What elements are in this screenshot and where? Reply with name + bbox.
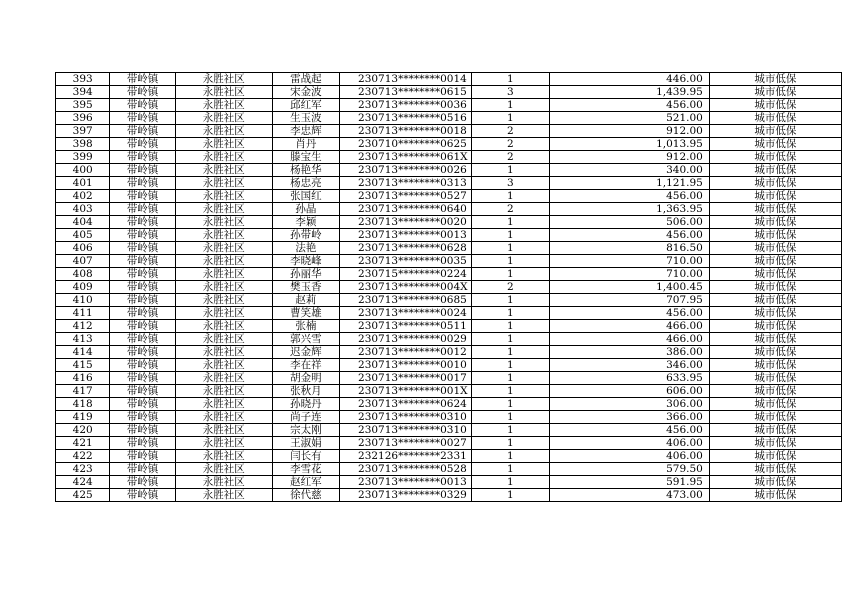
town-cell: 带岭镇 — [110, 151, 175, 164]
amount-cell: 340.00 — [550, 164, 710, 177]
table-row — [56, 203, 842, 216]
table-row — [56, 138, 842, 151]
row-number: 396 — [56, 112, 110, 125]
table-row — [56, 346, 842, 359]
assistance-type-cell: 城市低保 — [709, 489, 841, 502]
name-cell: 孙晓丹 — [272, 398, 339, 411]
table-row — [56, 463, 842, 476]
town-cell: 带岭镇 — [110, 307, 175, 320]
household-count-cell: 2 — [471, 138, 550, 151]
name-cell: 邱红军 — [272, 99, 339, 112]
town-cell: 带岭镇 — [110, 398, 175, 411]
id-number-cell: 230713********0310 — [340, 424, 472, 437]
assistance-type-cell: 城市低保 — [709, 164, 841, 177]
row-number: 423 — [56, 463, 110, 476]
table-row — [56, 437, 842, 450]
amount-cell: 1,439.95 — [550, 86, 710, 99]
table-row — [56, 190, 842, 203]
assistance-type-cell: 城市低保 — [709, 268, 841, 281]
assistance-type-cell: 城市低保 — [709, 281, 841, 294]
community-cell: 永胜社区 — [175, 255, 272, 268]
row-number: 398 — [56, 138, 110, 151]
household-count-cell: 1 — [471, 463, 550, 476]
assistance-type-cell: 城市低保 — [709, 73, 841, 86]
id-number-cell: 230713********0012 — [340, 346, 472, 359]
amount-cell: 386.00 — [550, 346, 710, 359]
household-count-cell: 1 — [471, 385, 550, 398]
row-number: 404 — [56, 216, 110, 229]
town-cell: 带岭镇 — [110, 125, 175, 138]
town-cell: 带岭镇 — [110, 86, 175, 99]
community-cell: 永胜社区 — [175, 99, 272, 112]
row-number: 418 — [56, 398, 110, 411]
amount-cell: 1,363.95 — [550, 203, 710, 216]
household-count-cell: 1 — [471, 359, 550, 372]
town-cell: 带岭镇 — [110, 359, 175, 372]
community-cell: 永胜社区 — [175, 177, 272, 190]
household-count-cell: 1 — [471, 307, 550, 320]
amount-cell: 406.00 — [550, 437, 710, 450]
table-row — [56, 99, 842, 112]
community-cell: 永胜社区 — [175, 411, 272, 424]
table-row — [56, 385, 842, 398]
assistance-type-cell: 城市低保 — [709, 242, 841, 255]
town-cell: 带岭镇 — [110, 294, 175, 307]
amount-cell: 466.00 — [550, 333, 710, 346]
household-count-cell: 1 — [471, 320, 550, 333]
assistance-type-cell: 城市低保 — [709, 385, 841, 398]
household-count-cell: 1 — [471, 216, 550, 229]
assistance-type-cell: 城市低保 — [709, 463, 841, 476]
amount-cell: 1,400.45 — [550, 281, 710, 294]
name-cell: 宋金波 — [272, 86, 339, 99]
household-count-cell: 1 — [471, 333, 550, 346]
town-cell: 带岭镇 — [110, 255, 175, 268]
id-number-cell: 230713********0313 — [340, 177, 472, 190]
table-body — [56, 73, 842, 502]
assistance-type-cell: 城市低保 — [709, 86, 841, 99]
assistance-type-cell: 城市低保 — [709, 203, 841, 216]
household-count-cell: 1 — [471, 294, 550, 307]
assistance-type-cell: 城市低保 — [709, 151, 841, 164]
amount-cell: 506.00 — [550, 216, 710, 229]
name-cell: 杨艳华 — [272, 164, 339, 177]
household-count-cell: 1 — [471, 190, 550, 203]
id-number-cell: 230713********0527 — [340, 190, 472, 203]
table-row — [56, 424, 842, 437]
amount-cell: 1,121.95 — [550, 177, 710, 190]
id-number-cell: 230713********0685 — [340, 294, 472, 307]
community-cell: 永胜社区 — [175, 151, 272, 164]
name-cell: 樊玉香 — [272, 281, 339, 294]
assistance-type-cell: 城市低保 — [709, 307, 841, 320]
community-cell: 永胜社区 — [175, 216, 272, 229]
amount-cell: 446.00 — [550, 73, 710, 86]
name-cell: 郭兴雪 — [272, 333, 339, 346]
household-count-cell: 1 — [471, 476, 550, 489]
town-cell: 带岭镇 — [110, 177, 175, 190]
table-row — [56, 151, 842, 164]
name-cell: 迟金辉 — [272, 346, 339, 359]
amount-cell: 456.00 — [550, 307, 710, 320]
name-cell: 赵红军 — [272, 476, 339, 489]
community-cell: 永胜社区 — [175, 229, 272, 242]
amount-cell: 579.50 — [550, 463, 710, 476]
town-cell: 带岭镇 — [110, 411, 175, 424]
id-number-cell: 230713********0628 — [340, 242, 472, 255]
town-cell: 带岭镇 — [110, 281, 175, 294]
table-row — [56, 450, 842, 463]
id-number-cell: 230713********0516 — [340, 112, 472, 125]
id-number-cell: 230713********0615 — [340, 86, 472, 99]
town-cell: 带岭镇 — [110, 424, 175, 437]
amount-cell: 633.95 — [550, 372, 710, 385]
row-number: 403 — [56, 203, 110, 216]
table-row — [56, 216, 842, 229]
community-cell: 永胜社区 — [175, 73, 272, 86]
assistance-type-cell: 城市低保 — [709, 424, 841, 437]
amount-cell: 456.00 — [550, 190, 710, 203]
amount-cell: 707.95 — [550, 294, 710, 307]
table-row — [56, 476, 842, 489]
name-cell: 孙晶 — [272, 203, 339, 216]
assistance-type-cell: 城市低保 — [709, 229, 841, 242]
table-row — [56, 333, 842, 346]
town-cell: 带岭镇 — [110, 372, 175, 385]
id-number-cell: 230713********0013 — [340, 229, 472, 242]
amount-cell: 816.50 — [550, 242, 710, 255]
assistance-type-cell: 城市低保 — [709, 346, 841, 359]
row-number: 409 — [56, 281, 110, 294]
table-row — [56, 359, 842, 372]
town-cell: 带岭镇 — [110, 190, 175, 203]
amount-cell: 456.00 — [550, 229, 710, 242]
household-count-cell: 3 — [471, 86, 550, 99]
name-cell: 李在祥 — [272, 359, 339, 372]
table-row — [56, 320, 842, 333]
community-cell: 永胜社区 — [175, 307, 272, 320]
town-cell: 带岭镇 — [110, 203, 175, 216]
amount-cell: 912.00 — [550, 151, 710, 164]
row-number: 406 — [56, 242, 110, 255]
table-row — [56, 307, 842, 320]
town-cell: 带岭镇 — [110, 242, 175, 255]
household-count-cell: 1 — [471, 411, 550, 424]
name-cell: 赵莉 — [272, 294, 339, 307]
amount-cell: 710.00 — [550, 255, 710, 268]
community-cell: 永胜社区 — [175, 294, 272, 307]
id-number-cell: 232126********2331 — [340, 450, 472, 463]
row-number: 400 — [56, 164, 110, 177]
id-number-cell: 230713********0017 — [340, 372, 472, 385]
row-number: 413 — [56, 333, 110, 346]
amount-cell: 466.00 — [550, 320, 710, 333]
community-cell: 永胜社区 — [175, 164, 272, 177]
id-number-cell: 230713********0014 — [340, 73, 472, 86]
id-number-cell: 230713********0036 — [340, 99, 472, 112]
amount-cell: 366.00 — [550, 411, 710, 424]
table-row — [56, 86, 842, 99]
household-count-cell: 1 — [471, 229, 550, 242]
name-cell: 孙丽华 — [272, 268, 339, 281]
assistance-type-cell: 城市低保 — [709, 255, 841, 268]
row-number: 401 — [56, 177, 110, 190]
community-cell: 永胜社区 — [175, 268, 272, 281]
table-row — [56, 229, 842, 242]
row-number: 420 — [56, 424, 110, 437]
amount-cell: 912.00 — [550, 125, 710, 138]
name-cell: 尚子连 — [272, 411, 339, 424]
name-cell: 肖丹 — [272, 138, 339, 151]
household-count-cell: 1 — [471, 424, 550, 437]
amount-cell: 710.00 — [550, 268, 710, 281]
household-count-cell: 1 — [471, 255, 550, 268]
table-row — [56, 411, 842, 424]
row-number: 408 — [56, 268, 110, 281]
row-number: 422 — [56, 450, 110, 463]
id-number-cell: 230713********0624 — [340, 398, 472, 411]
assistance-type-cell: 城市低保 — [709, 372, 841, 385]
name-cell: 李晓峰 — [272, 255, 339, 268]
town-cell: 带岭镇 — [110, 320, 175, 333]
community-cell: 永胜社区 — [175, 86, 272, 99]
table-row — [56, 112, 842, 125]
id-number-cell: 230713********0035 — [340, 255, 472, 268]
community-cell: 永胜社区 — [175, 333, 272, 346]
name-cell: 闫长有 — [272, 450, 339, 463]
assistance-type-cell: 城市低保 — [709, 99, 841, 112]
amount-cell: 456.00 — [550, 424, 710, 437]
town-cell: 带岭镇 — [110, 112, 175, 125]
assistance-type-cell: 城市低保 — [709, 476, 841, 489]
amount-cell: 456.00 — [550, 99, 710, 112]
table-row — [56, 125, 842, 138]
town-cell: 带岭镇 — [110, 437, 175, 450]
town-cell: 带岭镇 — [110, 216, 175, 229]
name-cell: 张国红 — [272, 190, 339, 203]
community-cell: 永胜社区 — [175, 476, 272, 489]
assistance-type-cell: 城市低保 — [709, 294, 841, 307]
community-cell: 永胜社区 — [175, 372, 272, 385]
household-count-cell: 2 — [471, 281, 550, 294]
assistance-type-cell: 城市低保 — [709, 125, 841, 138]
id-number-cell: 230713********0026 — [340, 164, 472, 177]
name-cell: 杨忠亮 — [272, 177, 339, 190]
row-number: 425 — [56, 489, 110, 502]
id-number-cell: 230713********0010 — [340, 359, 472, 372]
household-count-cell: 1 — [471, 112, 550, 125]
id-number-cell: 230713********0018 — [340, 125, 472, 138]
id-number-cell: 230713********0640 — [340, 203, 472, 216]
row-number: 410 — [56, 294, 110, 307]
id-number-cell: 230713********0027 — [340, 437, 472, 450]
name-cell: 孙带岭 — [272, 229, 339, 242]
id-number-cell: 230713********0329 — [340, 489, 472, 502]
town-cell: 带岭镇 — [110, 164, 175, 177]
amount-cell: 606.00 — [550, 385, 710, 398]
town-cell: 带岭镇 — [110, 463, 175, 476]
row-number: 421 — [56, 437, 110, 450]
id-number-cell: 230713********061X — [340, 151, 472, 164]
household-count-cell: 2 — [471, 151, 550, 164]
town-cell: 带岭镇 — [110, 450, 175, 463]
row-number: 395 — [56, 99, 110, 112]
table-row — [56, 294, 842, 307]
row-number: 415 — [56, 359, 110, 372]
row-number: 399 — [56, 151, 110, 164]
household-count-cell: 1 — [471, 242, 550, 255]
table-row — [56, 268, 842, 281]
table-row — [56, 281, 842, 294]
town-cell: 带岭镇 — [110, 333, 175, 346]
assistance-type-cell: 城市低保 — [709, 450, 841, 463]
community-cell: 永胜社区 — [175, 346, 272, 359]
name-cell: 张楠 — [272, 320, 339, 333]
id-number-cell: 230713********0024 — [340, 307, 472, 320]
name-cell: 李雪花 — [272, 463, 339, 476]
town-cell: 带岭镇 — [110, 385, 175, 398]
community-cell: 永胜社区 — [175, 450, 272, 463]
household-count-cell: 3 — [471, 177, 550, 190]
table-row — [56, 73, 842, 86]
name-cell: 张秋月 — [272, 385, 339, 398]
name-cell: 胡金明 — [272, 372, 339, 385]
assistance-type-cell: 城市低保 — [709, 112, 841, 125]
name-cell: 徐代慈 — [272, 489, 339, 502]
community-cell: 永胜社区 — [175, 424, 272, 437]
row-number: 393 — [56, 73, 110, 86]
town-cell: 带岭镇 — [110, 73, 175, 86]
row-number: 394 — [56, 86, 110, 99]
community-cell: 永胜社区 — [175, 242, 272, 255]
row-number: 412 — [56, 320, 110, 333]
community-cell: 永胜社区 — [175, 398, 272, 411]
assistance-type-cell: 城市低保 — [709, 190, 841, 203]
community-cell: 永胜社区 — [175, 489, 272, 502]
household-count-cell: 1 — [471, 437, 550, 450]
row-number: 419 — [56, 411, 110, 424]
name-cell: 李忠辉 — [272, 125, 339, 138]
table-row — [56, 177, 842, 190]
household-count-cell: 1 — [471, 346, 550, 359]
id-number-cell: 230713********004X — [340, 281, 472, 294]
community-cell: 永胜社区 — [175, 190, 272, 203]
household-count-cell: 1 — [471, 372, 550, 385]
row-number: 417 — [56, 385, 110, 398]
row-number: 405 — [56, 229, 110, 242]
table-row — [56, 164, 842, 177]
household-count-cell: 1 — [471, 489, 550, 502]
row-number: 424 — [56, 476, 110, 489]
assistance-type-cell: 城市低保 — [709, 411, 841, 424]
id-number-cell: 230713********0020 — [340, 216, 472, 229]
row-number: 407 — [56, 255, 110, 268]
town-cell: 带岭镇 — [110, 489, 175, 502]
assistance-type-cell: 城市低保 — [709, 359, 841, 372]
community-cell: 永胜社区 — [175, 138, 272, 151]
town-cell: 带岭镇 — [110, 229, 175, 242]
community-cell: 永胜社区 — [175, 281, 272, 294]
town-cell: 带岭镇 — [110, 268, 175, 281]
amount-cell: 1,013.95 — [550, 138, 710, 151]
id-number-cell: 230713********0013 — [340, 476, 472, 489]
name-cell: 雷战起 — [272, 73, 339, 86]
assistance-type-cell: 城市低保 — [709, 216, 841, 229]
town-cell: 带岭镇 — [110, 138, 175, 151]
amount-cell: 591.95 — [550, 476, 710, 489]
amount-cell: 406.00 — [550, 450, 710, 463]
name-cell: 曹笑雄 — [272, 307, 339, 320]
assistance-type-cell: 城市低保 — [709, 333, 841, 346]
id-number-cell: 230710********0625 — [340, 138, 472, 151]
table-row — [56, 242, 842, 255]
id-number-cell: 230713********001X — [340, 385, 472, 398]
assistance-type-cell: 城市低保 — [709, 437, 841, 450]
household-count-cell: 2 — [471, 125, 550, 138]
data-table — [55, 72, 842, 502]
community-cell: 永胜社区 — [175, 125, 272, 138]
community-cell: 永胜社区 — [175, 463, 272, 476]
name-cell: 李颖 — [272, 216, 339, 229]
amount-cell: 473.00 — [550, 489, 710, 502]
row-number: 397 — [56, 125, 110, 138]
community-cell: 永胜社区 — [175, 437, 272, 450]
community-cell: 永胜社区 — [175, 112, 272, 125]
name-cell: 法艳 — [272, 242, 339, 255]
name-cell: 宗太刚 — [272, 424, 339, 437]
amount-cell: 521.00 — [550, 112, 710, 125]
row-number: 414 — [56, 346, 110, 359]
assistance-type-cell: 城市低保 — [709, 398, 841, 411]
assistance-type-cell: 城市低保 — [709, 138, 841, 151]
household-count-cell: 1 — [471, 450, 550, 463]
id-number-cell: 230715********0224 — [340, 268, 472, 281]
name-cell: 滕宝生 — [272, 151, 339, 164]
town-cell: 带岭镇 — [110, 346, 175, 359]
community-cell: 永胜社区 — [175, 385, 272, 398]
id-number-cell: 230713********0511 — [340, 320, 472, 333]
household-count-cell: 1 — [471, 73, 550, 86]
community-cell: 永胜社区 — [175, 320, 272, 333]
table-row — [56, 398, 842, 411]
household-count-cell: 1 — [471, 164, 550, 177]
name-cell: 王淑娟 — [272, 437, 339, 450]
household-count-cell: 1 — [471, 268, 550, 281]
household-count-cell: 1 — [471, 99, 550, 112]
name-cell: 生玉波 — [272, 112, 339, 125]
household-count-cell: 1 — [471, 398, 550, 411]
row-number: 411 — [56, 307, 110, 320]
community-cell: 永胜社区 — [175, 359, 272, 372]
row-number: 402 — [56, 190, 110, 203]
amount-cell: 346.00 — [550, 359, 710, 372]
household-count-cell: 2 — [471, 203, 550, 216]
table-row — [56, 489, 842, 502]
table-row — [56, 372, 842, 385]
id-number-cell: 230713********0310 — [340, 411, 472, 424]
town-cell: 带岭镇 — [110, 99, 175, 112]
assistance-type-cell: 城市低保 — [709, 177, 841, 190]
table-row — [56, 255, 842, 268]
community-cell: 永胜社区 — [175, 203, 272, 216]
amount-cell: 306.00 — [550, 398, 710, 411]
row-number: 416 — [56, 372, 110, 385]
assistance-type-cell: 城市低保 — [709, 320, 841, 333]
id-number-cell: 230713********0029 — [340, 333, 472, 346]
id-number-cell: 230713********0528 — [340, 463, 472, 476]
town-cell: 带岭镇 — [110, 476, 175, 489]
